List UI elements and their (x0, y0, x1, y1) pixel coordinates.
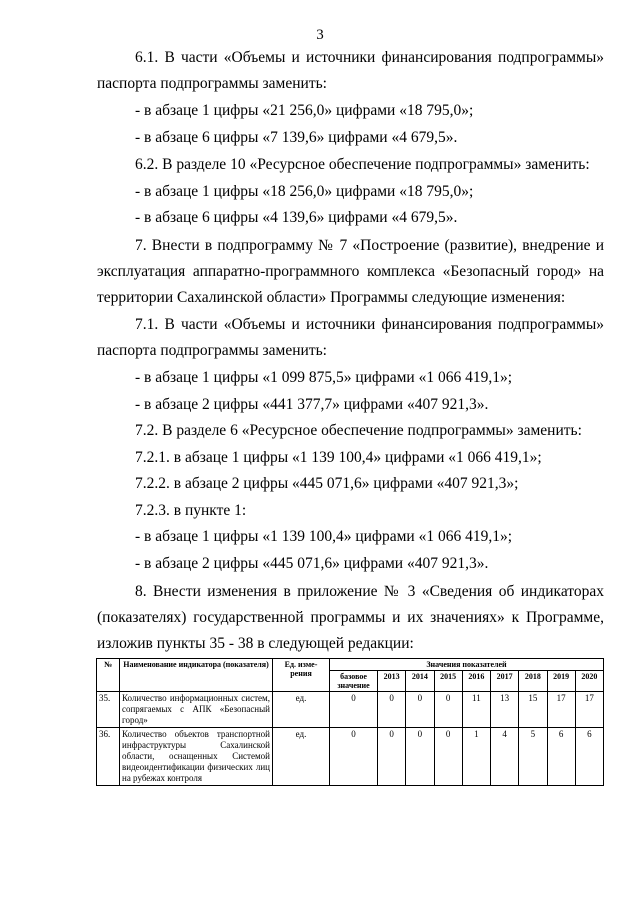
paragraph-7-line-2: эксплуатация аппаратно-программного комплекса «Безопасный город» на (97, 263, 604, 280)
row-number: 35. (97, 692, 120, 728)
row-value: 15 (519, 692, 547, 728)
header-year: 2019 (547, 671, 575, 692)
paragraph-7-line-1: 7. Внести в подпрограмму № 7 «Построение (развитие), внедрение и (135, 237, 604, 254)
paragraph-8-line-1: 8. Внести изменения в приложение № 3 «Сведения об индикаторах (135, 583, 604, 600)
paragraph-7-2-2: 7.2.2. в абзаце 2 цифры «445 071,6» цифрами «407 921,3»; (135, 475, 519, 492)
row-value: 6 (575, 728, 603, 786)
row-value: 0 (406, 692, 434, 728)
row-unit: ед. (273, 692, 330, 728)
row-value: 0 (406, 728, 434, 786)
paragraph-6-1-item-1: - в абзаце 1 цифры «21 256,0» цифрами «18 795,0»; (135, 102, 474, 119)
row-value: 5 (519, 728, 547, 786)
paragraph-6-1-item-6: - в абзаце 6 цифры «7 139,6» цифрами «4 679,5». (135, 129, 458, 146)
header-year: 2015 (434, 671, 462, 692)
table-row (97, 728, 604, 786)
table-header-row (97, 659, 604, 671)
row-number: 36. (97, 728, 120, 786)
header-base-value: базовое значение (330, 671, 378, 692)
header-year: 2018 (519, 671, 547, 692)
paragraph-7-2-3-item-1: - в абзаце 1 цифры «1 139 100,4» цифрами «1 066 419,1»; (135, 528, 513, 545)
paragraph-6-1-line-1: 6.1. В части «Объемы и источники финансирования подпрограммы» (135, 49, 604, 66)
header-values: Значения показателей (330, 659, 604, 671)
row-value: 0 (378, 692, 406, 728)
row-indicator-name: Количество информационных систем, сопрягаемых с АПК «Безопасный город» (120, 692, 273, 728)
table-row (97, 692, 604, 728)
header-year: 2017 (491, 671, 519, 692)
row-value: 6 (547, 728, 575, 786)
header-year: 2020 (575, 671, 603, 692)
header-year: 2016 (462, 671, 490, 692)
paragraph-7-2-3-item-2: - в абзаце 2 цифры «445 071,6» цифрами «407 921,3». (135, 555, 489, 572)
row-value: 17 (575, 692, 603, 728)
row-value: 11 (462, 692, 490, 728)
indicators-table (96, 658, 604, 786)
row-value: 0 (434, 728, 462, 786)
paragraph-7-1-line-2: паспорта подпрограммы заменить: (97, 342, 327, 359)
paragraph-7-1-item-1: - в абзаце 1 цифры «1 099 875,5» цифрами «1 066 419,1»; (135, 369, 513, 386)
header-number: № (97, 659, 120, 692)
header-year: 2013 (378, 671, 406, 692)
row-value: 4 (491, 728, 519, 786)
row-value: 13 (491, 692, 519, 728)
row-indicator-name: Количество объектов транспортной инфраструктуры Сахалинской области, оснащенных Системой видеоидентификации физических лиц на рубежах контроля (120, 728, 273, 786)
paragraph-6-2: 6.2. В разделе 10 «Ресурсное обеспечение подпрограммы» заменить: (135, 156, 590, 173)
row-value: 0 (378, 728, 406, 786)
paragraph-6-2-item-6: - в абзаце 6 цифры «4 139,6» цифрами «4 679,5». (135, 209, 458, 226)
row-value: 17 (547, 692, 575, 728)
paragraph-7-line-3: территории Сахалинской области» Программы следующие изменения: (97, 289, 566, 306)
paragraph-6-2-item-1: - в абзаце 1 цифры «18 256,0» цифрами «18 795,0»; (135, 183, 474, 200)
paragraph-8-line-2: (показателях) государственной программы и их значениях» к Программе, (97, 609, 604, 626)
row-value: 1 (462, 728, 490, 786)
row-unit: ед. (273, 728, 330, 786)
header-indicator-name: Наименование индикатора (показателя) (120, 659, 273, 692)
header-unit: Ед. изме-рения (273, 659, 330, 692)
paragraph-7-1-line-1: 7.1. В части «Объемы и источники финансирования подпрограммы» (135, 316, 604, 333)
row-base-value: 0 (330, 692, 378, 728)
paragraph-7-2: 7.2. В разделе 6 «Ресурсное обеспечение подпрограммы» заменить: (135, 422, 582, 439)
paragraph-8-line-3: изложив пункты 35 - 38 в следующей редакции: (97, 635, 414, 652)
row-base-value: 0 (330, 728, 378, 786)
page-number: 3 (316, 27, 324, 43)
header-year: 2014 (406, 671, 434, 692)
row-value: 0 (434, 692, 462, 728)
paragraph-7-1-item-2: - в абзаце 2 цифры «441 377,7» цифрами «407 921,3». (135, 396, 489, 413)
paragraph-7-2-1: 7.2.1. в абзаце 1 цифры «1 139 100,4» цифрами «1 066 419,1»; (135, 449, 542, 466)
paragraph-7-2-3: 7.2.3. в пункте 1: (135, 502, 247, 519)
paragraph-6-1-line-2: паспорта подпрограммы заменить: (97, 75, 327, 92)
